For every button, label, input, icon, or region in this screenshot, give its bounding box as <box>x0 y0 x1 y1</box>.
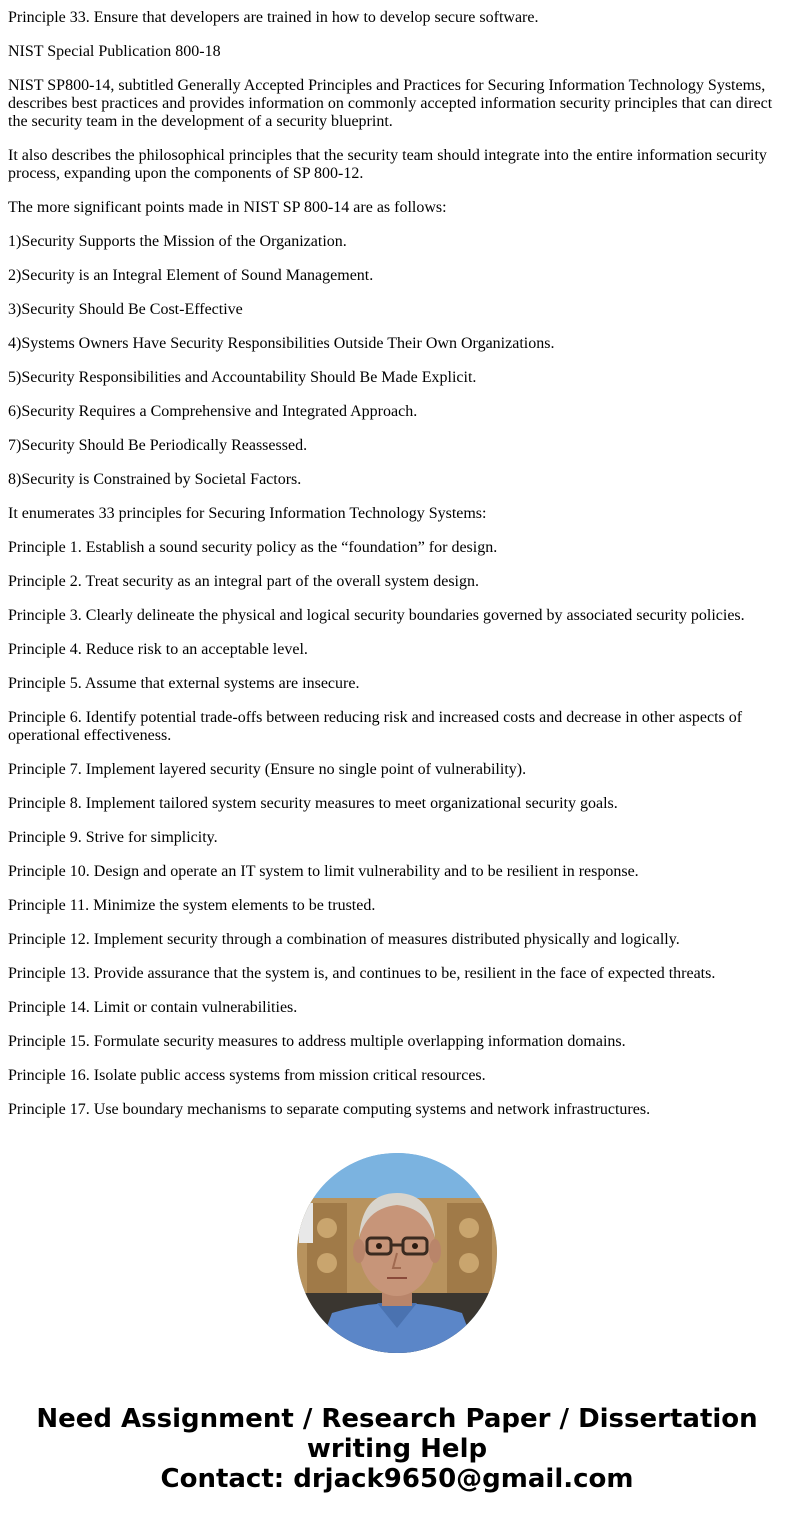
principle-item: Principle 16. Isolate public access systems from mission critical resources. <box>8 1067 486 1084</box>
principle-item: Principle 9. Strive for simplicity. <box>8 829 218 846</box>
promo-line: writing Help <box>306 1434 488 1464</box>
principle-item: Principle 13. Provide assurance that the system is, and continues to be, resilient in the face of expected threats. <box>8 965 716 982</box>
list-item: 6)Security Requires a Comprehensive and Integrated Approach. <box>8 403 418 420</box>
principle-item: Principle 6. Identify potential trade-offs between reducing risk and increased costs and decrease in other aspects of operational effectiveness. <box>8 709 743 744</box>
principle-item: Principle 1. Establish a sound security policy as the “foundation” for design. <box>8 539 498 556</box>
principle-item: Principle 7. Implement layered security (Ensure no single point of vulnerability). <box>8 761 527 778</box>
list-item: 2)Security is an Integral Element of Sound Management. <box>8 267 374 284</box>
author-portrait-icon <box>297 1153 497 1353</box>
list-item: 1)Security Supports the Mission of the Organization. <box>8 233 347 250</box>
principle-item: Principle 5. Assume that external systems are insecure. <box>8 675 360 692</box>
list-item: 4)Systems Owners Have Security Responsibilities Outside Their Own Organizations. <box>8 335 555 352</box>
principle-item: Principle 8. Implement tailored system security measures to meet organizational security goals. <box>8 795 618 812</box>
principle-item: Principle 14. Limit or contain vulnerabilities. <box>8 999 298 1016</box>
author-avatar <box>297 1153 497 1353</box>
principle-item: Principle 2. Treat security as an integral part of the overall system design. <box>8 573 479 590</box>
promo-banner <box>0 1404 794 1494</box>
promo-line: Need Assignment / Research Paper / Dissertation <box>36 1404 758 1434</box>
principle-item: Principle 4. Reduce risk to an acceptable level. <box>8 641 308 658</box>
document-body <box>8 9 780 1135</box>
list-item: 3)Security Should Be Cost-Effective <box>8 301 243 318</box>
principle-item: Principle 12. Implement security through a combination of measures distributed physically and logically. <box>8 931 680 948</box>
list-item: 7)Security Should Be Periodically Reassessed. <box>8 437 308 454</box>
principle-item: Principle 3. Clearly delineate the physical and logical security boundaries governed by associated security policies. <box>8 607 745 624</box>
paragraph: It enumerates 33 principles for Securing Information Technology Systems: <box>8 505 487 522</box>
principle-item: Principle 10. Design and operate an IT system to limit vulnerability and to be resilient in response. <box>8 863 639 880</box>
paragraph: The more significant points made in NIST SP 800-14 are as follows: <box>8 199 447 216</box>
paragraph: NIST SP800-14, subtitled Generally Accepted Principles and Practices for Securing Information Technology Systems, describes best practices and provides information on commonly accepted information security principles that can direct the security team in the development of a security blueprint. <box>8 77 773 130</box>
paragraph: It also describes the philosophical principles that the security team should integrate into the entire information security process, expanding upon the components of SP 800-12. <box>8 147 767 182</box>
principle-item: Principle 15. Formulate security measures to address multiple overlapping information domains. <box>8 1033 626 1050</box>
paragraph: NIST Special Publication 800-18 <box>8 43 221 60</box>
paragraph: Principle 33. Ensure that developers are trained in how to develop secure software. <box>8 9 539 26</box>
principle-item: Principle 11. Minimize the system elements to be trusted. <box>8 897 376 914</box>
promo-contact: Contact: drjack9650@gmail.com <box>160 1464 634 1494</box>
list-item: 5)Security Responsibilities and Accountability Should Be Made Explicit. <box>8 369 477 386</box>
principle-item: Principle 17. Use boundary mechanisms to separate computing systems and network infrastructures. <box>8 1101 651 1118</box>
list-item: 8)Security is Constrained by Societal Factors. <box>8 471 302 488</box>
